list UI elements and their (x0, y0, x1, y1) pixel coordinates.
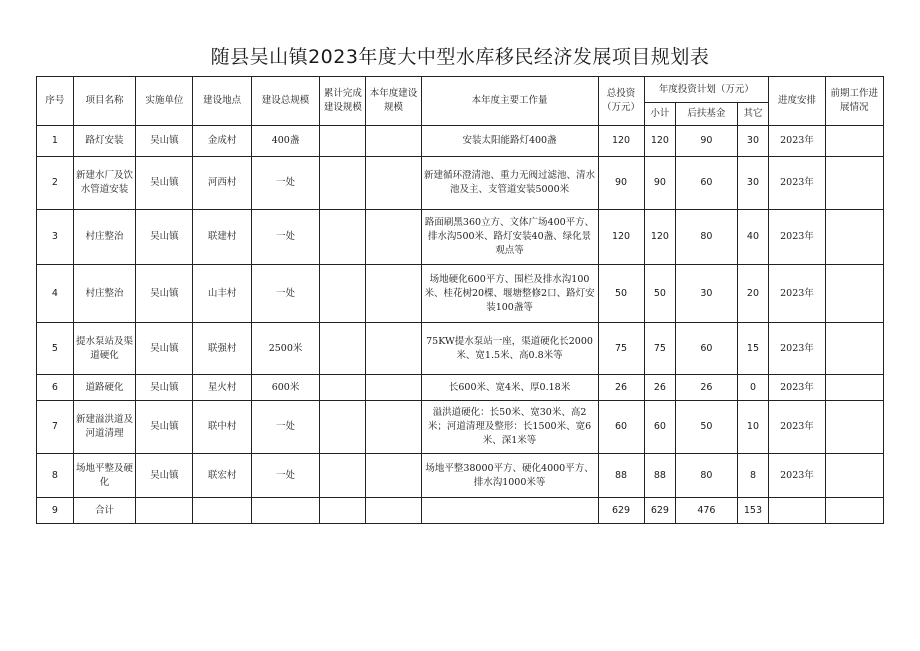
cell-seq: 7 (37, 401, 74, 454)
cell-main-work: 新建循环澄清池、重力无阀过滤池、清水池及主、支管道安装5000米 (421, 157, 598, 210)
cell-unit: 吴山镇 (136, 126, 193, 157)
cell-name: 提水泵站及渠道硬化 (73, 323, 135, 375)
cell-total-invest: 75 (598, 323, 644, 375)
cell-total-invest: 120 (598, 126, 644, 157)
cell-seq: 8 (37, 454, 74, 498)
cell-unit: 吴山镇 (136, 265, 193, 323)
cell-schedule: 2023年 (769, 126, 825, 157)
cell-total-scale: 600米 (251, 375, 320, 401)
header-other: 其它 (737, 103, 769, 126)
cell-location: 金成村 (193, 126, 251, 157)
cell-subtotal: 629 (644, 498, 676, 524)
cell-completed-scale (320, 323, 366, 375)
cell-completed-scale (320, 157, 366, 210)
cell-main-work: 场地硬化600平方、围栏及排水沟100米、桂花树20棵、堰塘整修2口、路灯安装100盏等 (421, 265, 598, 323)
cell-fund: 30 (676, 265, 737, 323)
header-name: 项目名称 (73, 77, 135, 126)
cell-year-scale (366, 454, 421, 498)
header-unit: 实施单位 (136, 77, 193, 126)
cell-fund: 26 (676, 375, 737, 401)
cell-year-scale (366, 401, 421, 454)
cell-location: 联中村 (193, 401, 251, 454)
cell-total-invest: 629 (598, 498, 644, 524)
cell-name: 村庄整治 (73, 265, 135, 323)
header-total-invest: 总投资（万元） (598, 77, 644, 126)
cell-location: 河西村 (193, 157, 251, 210)
table-row (37, 126, 884, 157)
cell-subtotal: 88 (644, 454, 676, 498)
cell-location: 联强村 (193, 323, 251, 375)
cell-fund: 60 (676, 157, 737, 210)
cell-total-invest: 26 (598, 375, 644, 401)
cell-other: 30 (737, 157, 769, 210)
cell-total-invest: 90 (598, 157, 644, 210)
cell-unit: 吴山镇 (136, 454, 193, 498)
cell-main-work: 路面刷黑360立方、文体广场400平方、排水沟500米、路灯安装40盏、绿化景观点等 (421, 210, 598, 265)
cell-total-scale: 一处 (251, 454, 320, 498)
cell-fund: 60 (676, 323, 737, 375)
cell-location: 联建村 (193, 210, 251, 265)
cell-main-work: 长600米、宽4米、厚0.18米 (421, 375, 598, 401)
cell-progress (825, 126, 883, 157)
cell-total-scale: 一处 (251, 401, 320, 454)
cell-completed-scale (320, 265, 366, 323)
cell-subtotal: 120 (644, 126, 676, 157)
table-row (37, 454, 884, 498)
cell-completed-scale (320, 210, 366, 265)
cell-other: 20 (737, 265, 769, 323)
cell-schedule: 2023年 (769, 323, 825, 375)
header-year-scale: 本年度建设规模 (366, 77, 421, 126)
cell-seq: 4 (37, 265, 74, 323)
page-title: 随县吴山镇2023年度大中型水库移民经济发展项目规划表 (210, 46, 710, 68)
cell-total-invest: 60 (598, 401, 644, 454)
cell-other: 15 (737, 323, 769, 375)
cell-progress (825, 375, 883, 401)
cell-year-scale (366, 265, 421, 323)
cell-location: 联宏村 (193, 454, 251, 498)
cell-subtotal: 60 (644, 401, 676, 454)
cell-subtotal: 26 (644, 375, 676, 401)
header-seq: 序号 (37, 77, 74, 126)
header-total-scale: 建设总规模 (251, 77, 320, 126)
cell-main-work: 场地平整38000平方、硬化4000平方、排水沟1000米等 (421, 454, 598, 498)
cell-total-invest: 120 (598, 210, 644, 265)
cell-main-work: 75KW提水泵站一座，渠道硬化长2000米、宽1.5米、高0.8米等 (421, 323, 598, 375)
header-main-work: 本年度主要工作量 (421, 77, 598, 126)
cell-other: 30 (737, 126, 769, 157)
cell-seq: 9 (37, 498, 74, 524)
cell-fund: 80 (676, 454, 737, 498)
cell-progress (825, 498, 883, 524)
cell-total-scale: 2500米 (251, 323, 320, 375)
cell-name: 村庄整治 (73, 210, 135, 265)
table-row (37, 210, 884, 265)
header-location: 建设地点 (193, 77, 251, 126)
cell-seq: 2 (37, 157, 74, 210)
cell-subtotal: 120 (644, 210, 676, 265)
table-row (37, 375, 884, 401)
cell-total-scale: 一处 (251, 210, 320, 265)
cell-completed-scale (320, 375, 366, 401)
cell-other: 0 (737, 375, 769, 401)
cell-main-work (421, 498, 598, 524)
cell-year-scale (366, 157, 421, 210)
cell-year-scale (366, 498, 421, 524)
cell-seq: 5 (37, 323, 74, 375)
header-annual-plan: 年度投资计划（万元） (644, 77, 769, 103)
cell-total-scale: 一处 (251, 265, 320, 323)
header-subtotal: 小计 (644, 103, 676, 126)
cell-progress (825, 210, 883, 265)
cell-schedule (769, 498, 825, 524)
cell-subtotal: 75 (644, 323, 676, 375)
cell-other: 153 (737, 498, 769, 524)
plan-table (36, 76, 884, 524)
cell-schedule: 2023年 (769, 375, 825, 401)
cell-total-invest: 88 (598, 454, 644, 498)
cell-name: 合计 (73, 498, 135, 524)
cell-name: 新建水厂及饮水管道安装 (73, 157, 135, 210)
cell-other: 10 (737, 401, 769, 454)
cell-subtotal: 90 (644, 157, 676, 210)
cell-location: 星火村 (193, 375, 251, 401)
cell-completed-scale (320, 454, 366, 498)
cell-location: 山丰村 (193, 265, 251, 323)
cell-unit: 吴山镇 (136, 375, 193, 401)
cell-main-work: 安装太阳能路灯400盏 (421, 126, 598, 157)
cell-unit (136, 498, 193, 524)
cell-unit: 吴山镇 (136, 210, 193, 265)
cell-schedule: 2023年 (769, 210, 825, 265)
cell-subtotal: 50 (644, 265, 676, 323)
cell-completed-scale (320, 126, 366, 157)
cell-name: 新建溢洪道及河道清理 (73, 401, 135, 454)
table-row (37, 323, 884, 375)
cell-unit: 吴山镇 (136, 401, 193, 454)
cell-unit: 吴山镇 (136, 157, 193, 210)
cell-fund: 80 (676, 210, 737, 265)
header-fund: 后扶基金 (676, 103, 737, 126)
table-row (37, 498, 884, 524)
cell-progress (825, 157, 883, 210)
cell-year-scale (366, 323, 421, 375)
header-progress: 前期工作进展情况 (825, 77, 883, 126)
cell-other: 40 (737, 210, 769, 265)
cell-seq: 3 (37, 210, 74, 265)
cell-schedule: 2023年 (769, 157, 825, 210)
cell-progress (825, 401, 883, 454)
cell-completed-scale (320, 498, 366, 524)
table-row (37, 401, 884, 454)
cell-completed-scale (320, 401, 366, 454)
cell-year-scale (366, 126, 421, 157)
cell-progress (825, 265, 883, 323)
cell-total-scale: 一处 (251, 157, 320, 210)
cell-schedule: 2023年 (769, 401, 825, 454)
cell-unit: 吴山镇 (136, 323, 193, 375)
cell-seq: 6 (37, 375, 74, 401)
cell-fund: 50 (676, 401, 737, 454)
cell-seq: 1 (37, 126, 74, 157)
cell-total-scale: 400盏 (251, 126, 320, 157)
cell-fund: 476 (676, 498, 737, 524)
cell-progress (825, 323, 883, 375)
table-row (37, 265, 884, 323)
cell-location (193, 498, 251, 524)
cell-main-work: 溢洪道硬化：长50米、宽30米、高2米；河道清理及整形：长1500米、宽6米、深1米等 (421, 401, 598, 454)
cell-progress (825, 454, 883, 498)
cell-total-invest: 50 (598, 265, 644, 323)
header-schedule: 进度安排 (769, 77, 825, 126)
cell-schedule: 2023年 (769, 454, 825, 498)
cell-year-scale (366, 375, 421, 401)
cell-fund: 90 (676, 126, 737, 157)
cell-name: 道路硬化 (73, 375, 135, 401)
cell-total-scale (251, 498, 320, 524)
table-row (37, 157, 884, 210)
cell-name: 场地平整及硬化 (73, 454, 135, 498)
cell-other: 8 (737, 454, 769, 498)
cell-year-scale (366, 210, 421, 265)
cell-schedule: 2023年 (769, 265, 825, 323)
cell-name: 路灯安装 (73, 126, 135, 157)
header-completed-scale: 累计完成建设规模 (320, 77, 366, 126)
